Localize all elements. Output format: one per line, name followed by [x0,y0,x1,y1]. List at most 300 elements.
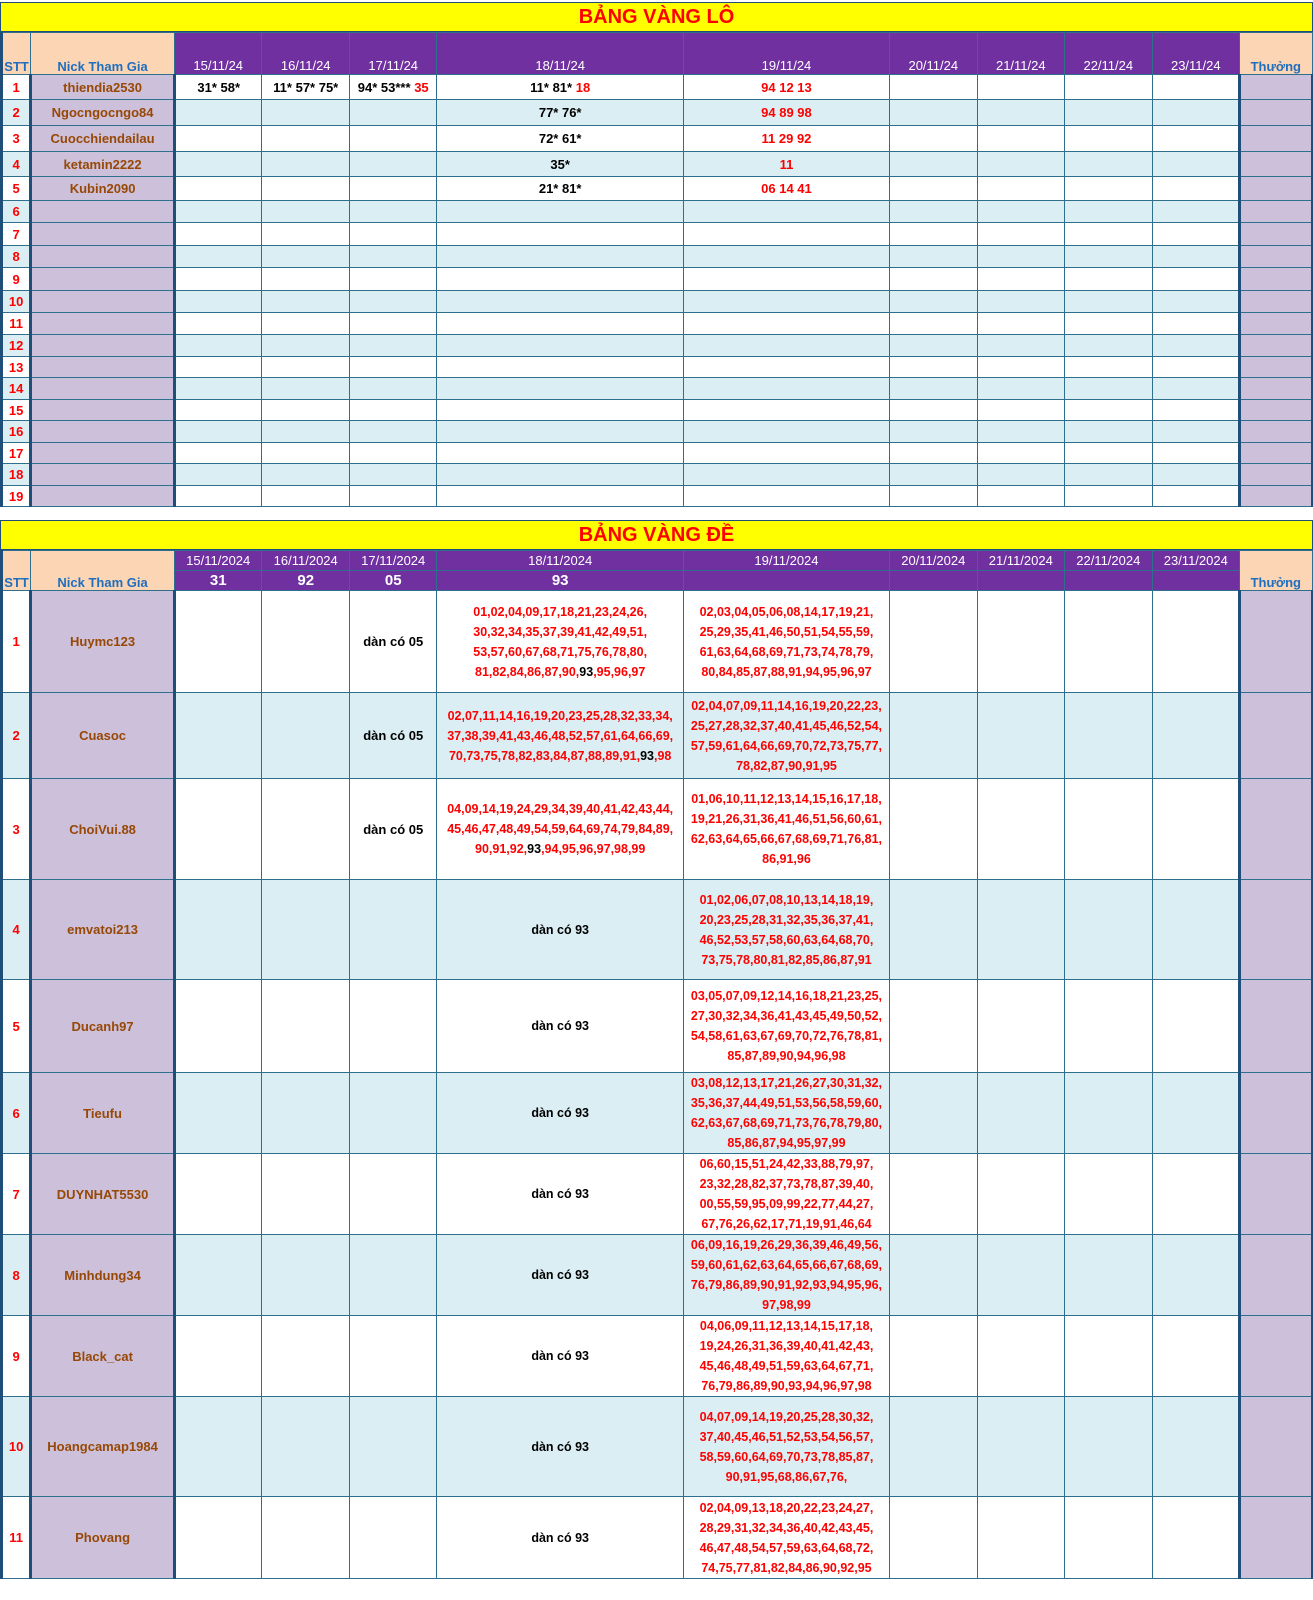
pick-cell [890,75,978,100]
number-list-highlight: dàn có 93 [531,1349,589,1363]
pick-cell [977,177,1065,201]
row-number: 6 [2,201,31,223]
pick-cell [683,177,889,201]
pick-cell [1152,591,1240,693]
nickname: thiendia2530 [31,75,175,100]
table-row [2,313,1313,335]
pick-cell [437,980,683,1073]
pick-cell [437,335,683,357]
pick-cell [349,201,437,223]
row-number: 2 [2,693,31,779]
nickname [31,357,175,378]
nickname: ketamin2222 [31,152,175,177]
pick-cell [1065,693,1153,779]
pick-cell [683,486,889,507]
pick-cell [977,486,1065,507]
pick-cell [1065,378,1153,400]
pick-cell [174,100,262,126]
pick-cell [1065,152,1153,177]
stt-header: STT [2,551,31,591]
nickname [31,378,175,400]
pick-cell [683,75,889,100]
pick-cell [977,443,1065,464]
pick-cell [890,100,978,126]
pick-cell [683,400,889,421]
pick-cell [349,177,437,201]
pick-cell [890,464,978,486]
row-number: 12 [2,335,31,357]
pick-cell [1152,443,1240,464]
pick-cell [1152,1316,1240,1397]
pick-cell [174,313,262,335]
pick-cell [437,880,683,980]
nickname [31,486,175,507]
pick-cell [977,223,1065,246]
prize-header: Thưởng [1240,33,1312,75]
pick-cell [349,880,437,980]
table-row [2,1497,1313,1579]
row-number: 10 [2,291,31,313]
result-cell: 92 [262,571,350,591]
pick-cell [977,880,1065,980]
prize-header: Thưởng [1240,551,1312,591]
pick-text: 31* 58* [197,79,241,95]
pick-cell [1065,126,1153,152]
table-row [2,443,1313,464]
date-header: 23/11/2024 [1152,551,1240,571]
prize-cell [1240,1497,1312,1579]
pick-cell [174,291,262,313]
row-number: 17 [2,443,31,464]
pick-cell [437,591,683,693]
pick-cell [262,378,350,400]
row-number: 1 [2,591,31,693]
nickname [31,223,175,246]
table-row [2,1316,1313,1397]
pick-cell [1152,1073,1240,1154]
table-row [2,177,1313,201]
pick-cell [262,201,350,223]
pick-cell [890,400,978,421]
pick-cell [977,75,1065,100]
nickname: Black_cat [31,1316,175,1397]
pick-cell [683,268,889,291]
pick-cell [174,201,262,223]
date-header: 21/11/2024 [977,551,1065,571]
pick-cell [174,400,262,421]
pick-cell [890,357,978,378]
pick-text-red: 06 14 41 [761,181,812,196]
pick-cell [890,126,978,152]
pick-cell [174,1073,262,1154]
pick-cell [1065,1235,1153,1316]
pick-cell [1065,421,1153,443]
pick-cell [262,357,350,378]
prize-cell [1240,100,1312,126]
pick-cell [683,100,889,126]
pick-cell [437,201,683,223]
number-list: 02,04,09,13,18,20,22,23,24,27, 28,29,31,32,34,36,40,42,43,45, 46,47,48,54,57,59,63,64,68,72, 74,75,77,81,82,84,86,90,92,95 [683,1497,889,1579]
number-list: ,98 [654,748,672,763]
date-header: 19/11/2024 [683,551,889,571]
pick-cell [1065,880,1153,980]
pick-cell [174,591,262,693]
table-row [2,100,1313,126]
pick-cell [262,1497,350,1579]
date-header: 15/11/2024 [174,551,262,571]
pick-text-red: 18 [575,79,591,95]
date-header: 20/11/24 [890,33,978,75]
pick-cell [977,246,1065,268]
number-list: 03,08,12,13,17,21,26,27,30,31,32, 35,36,37,44,49,51,53,56,58,59,60, 62,63,67,68,69,71,73,76,78,79,80, 85,86,87,94,95,97,99 [683,1073,889,1154]
pick-cell [1065,1073,1153,1154]
prize-cell [1240,693,1312,779]
number-list: ,95,96,97 [593,664,646,679]
pick-cell [174,980,262,1073]
de-table [0,550,1313,1579]
table-row [2,268,1313,291]
pick-cell [1152,223,1240,246]
pick-cell [437,268,683,291]
pick-cell [683,357,889,378]
de-title: BẢNG VÀNG ĐỀ [0,520,1313,550]
pick-cell [262,1073,350,1154]
prize-cell [1240,223,1312,246]
prize-cell [1240,464,1312,486]
pick-cell [977,268,1065,291]
pick-cell [437,779,683,880]
pick-cell [977,464,1065,486]
row-number: 8 [2,1235,31,1316]
pick-cell [262,421,350,443]
pick-cell [1065,268,1153,291]
nickname [31,246,175,268]
table-row [2,378,1313,400]
nick-header: Nick Tham Gia [31,33,175,75]
pick-cell [1065,313,1153,335]
pick-cell [262,880,350,980]
pick-cell [174,421,262,443]
pick-cell [437,378,683,400]
pick-cell [1152,201,1240,223]
number-list-highlight: 93 [579,664,594,679]
pick-cell [1152,75,1240,100]
pick-cell [262,591,350,693]
pick-cell [262,268,350,291]
pick-cell [1065,591,1153,693]
pick-cell [174,152,262,177]
number-list: 01,02,04,09,17,18,21,23,24,26, 30,32,34,35,37,39,41,42,49,51, 53,57,60,67,68,71,75,76,78,80, 81,82,84,86,87,90, [473,604,648,679]
pick-cell [1152,464,1240,486]
pick-cell [683,464,889,486]
row-number: 5 [2,980,31,1073]
pick-cell [890,980,978,1073]
pick-cell [890,335,978,357]
pick-cell [1065,1154,1153,1235]
table-row [2,980,1313,1073]
table-row [2,486,1313,507]
nickname: Tieufu [31,1073,175,1154]
result-cell [890,571,978,591]
pick-cell [174,880,262,980]
table-row [2,421,1313,443]
pick-cell [890,378,978,400]
pick-cell [437,400,683,421]
pick-cell [437,246,683,268]
prize-cell [1240,313,1312,335]
nickname: DUYNHAT5530 [31,1154,175,1235]
pick-cell [977,201,1065,223]
pick-cell [262,464,350,486]
table-row [2,75,1313,100]
pick-cell [349,400,437,421]
date-header: 18/11/24 [437,33,683,75]
row-number: 3 [2,779,31,880]
nickname [31,421,175,443]
pick-cell [890,291,978,313]
pick-cell [262,693,350,779]
pick-text: 11* 81* [530,79,573,95]
pick-cell [437,291,683,313]
pick-cell [262,177,350,201]
pick-cell [1065,201,1153,223]
nickname [31,201,175,223]
number-list: 06,60,15,51,24,42,33,88,79,97, 23,32,28,82,37,73,78,87,39,40, 00,55,59,95,09,99,22,77,44,27, 67,76,26,62,17,71,19,91,46,64 [683,1154,889,1235]
prize-cell [1240,152,1312,177]
pick-cell [977,1235,1065,1316]
date-header: 15/11/24 [174,33,262,75]
nickname [31,335,175,357]
pick-cell [683,201,889,223]
pick-cell [174,486,262,507]
prize-cell [1240,421,1312,443]
pick-cell [262,1397,350,1497]
table-row [2,201,1313,223]
pick-cell [977,335,1065,357]
prize-cell [1240,591,1312,693]
pick-text-red: 35 [414,79,429,95]
nickname [31,313,175,335]
pick-cell [262,1235,350,1316]
nickname: Kubin2090 [31,177,175,201]
row-number: 14 [2,378,31,400]
pick-cell [1065,980,1153,1073]
table-row [2,126,1313,152]
pick-cell [174,693,262,779]
table-row [2,223,1313,246]
pick-text-red: 94 89 98 [761,105,812,120]
pick-cell [890,591,978,693]
pick-cell [1152,335,1240,357]
prize-cell [1240,1316,1312,1397]
pick-text-red: 11 [779,156,794,172]
date-header: 16/11/24 [262,33,350,75]
pick-cell [437,693,683,779]
pick-cell [349,378,437,400]
pick-cell [174,1316,262,1397]
pick-cell [437,152,683,177]
pick-cell [890,152,978,177]
pick-text: 11* 57* 75* [273,79,339,95]
result-cell: 05 [349,571,437,591]
row-number: 2 [2,100,31,126]
table-row [2,400,1313,421]
prize-cell [1240,246,1312,268]
pick-cell [349,126,437,152]
pick-cell [1065,1397,1153,1497]
prize-cell [1240,486,1312,507]
pick-cell [437,1397,683,1497]
pick-text-red: 11 29 92 [761,131,812,146]
pick-cell [349,357,437,378]
pick-cell [977,291,1065,313]
pick-cell [977,400,1065,421]
pick-cell [437,313,683,335]
pick-cell [890,880,978,980]
nickname: Huymc123 [31,591,175,693]
date-header: 18/11/2024 [437,551,683,571]
nickname [31,400,175,421]
prize-cell [1240,400,1312,421]
pick-cell [349,291,437,313]
pick-cell [890,779,978,880]
number-list: 06,09,16,19,26,29,36,39,46,49,56, 59,60,61,62,63,64,65,66,67,68,69, 76,79,86,89,90,91,92,93,94,95,96, 97,98,99 [683,1235,889,1316]
pick-cell [977,693,1065,779]
pick-cell [437,1235,683,1316]
number-list: 03,05,07,09,12,14,16,18,21,23,25, 27,30,32,34,36,41,43,45,49,50,52, 54,58,61,63,67,69,70,72,76,78,81, 85,87,89,90,94,96,98 [683,980,889,1073]
pick-cell [437,421,683,443]
pick-cell [262,223,350,246]
pick-cell [1152,1235,1240,1316]
row-number: 18 [2,464,31,486]
date-header: 22/11/24 [1065,33,1153,75]
pick-cell [349,100,437,126]
pick-cell [349,1316,437,1397]
pick-cell [1152,779,1240,880]
result-cell: 93 [437,571,683,591]
row-number: 9 [2,1316,31,1397]
prize-cell [1240,291,1312,313]
pick-cell [174,177,262,201]
pick-cell: dàn có 05 [349,779,437,880]
prize-cell [1240,880,1312,980]
row-number: 4 [2,880,31,980]
pick-cell [262,980,350,1073]
pick-cell [1065,246,1153,268]
pick-cell [349,223,437,246]
pick-cell [890,486,978,507]
pick-cell [174,1497,262,1579]
pick-cell [1152,693,1240,779]
pick-cell [1065,291,1153,313]
number-list: 02,04,07,09,11,14,16,19,20,22,23, 25,27,28,32,37,40,41,45,46,52,54, 57,59,61,64,66,69,70,72,73,75,77, 78,82,87,90,91,95 [683,693,889,779]
row-number: 6 [2,1073,31,1154]
nickname: Cuocchiendailau [31,126,175,152]
pick-cell [349,1397,437,1497]
pick-cell [1065,779,1153,880]
pick-cell [977,126,1065,152]
pick-cell [437,126,683,152]
pick-cell [349,1497,437,1579]
nickname: Ngocngocngo84 [31,100,175,126]
row-number: 13 [2,357,31,378]
table-row [2,1235,1313,1316]
pick-cell [1065,464,1153,486]
pick-cell [1152,880,1240,980]
number-list-highlight: 93 [527,842,542,856]
pick-text: 21* 81* [538,181,582,196]
table-row [2,291,1313,313]
pick-cell [262,443,350,464]
pick-cell [683,335,889,357]
table-row [2,152,1313,177]
pick-cell [437,464,683,486]
pick-cell [890,1497,978,1579]
table-row [2,464,1313,486]
nickname: emvatoi213 [31,880,175,980]
pick-cell [890,177,978,201]
pick-cell [890,223,978,246]
pick-cell [683,223,889,246]
prize-cell [1240,268,1312,291]
pick-text: 77* 76* [538,105,582,120]
row-number: 11 [2,313,31,335]
pick-cell [437,357,683,378]
pick-cell [349,313,437,335]
number-list: 01,02,06,07,08,10,13,14,18,19, 20,23,25,28,31,32,35,36,37,41, 46,52,53,57,58,60,63,64,68,70, 73,75,78,80,81,82,85,86,87,91 [683,880,889,980]
row-number: 4 [2,152,31,177]
prize-cell [1240,1154,1312,1235]
number-list-highlight: dàn có 93 [531,1187,589,1201]
pick-cell [437,75,683,100]
pick-cell [262,486,350,507]
pick-cell [1152,357,1240,378]
row-number: 8 [2,246,31,268]
pick-cell [890,201,978,223]
lo-title: BẢNG VÀNG LÔ [0,2,1313,32]
prize-cell [1240,75,1312,100]
result-cell [1152,571,1240,591]
pick-cell [1065,443,1153,464]
pick-cell [174,779,262,880]
row-number: 16 [2,421,31,443]
pick-cell [1152,980,1240,1073]
pick-cell [1152,421,1240,443]
prize-cell [1240,1073,1312,1154]
table-row [2,779,1313,880]
pick-cell [1065,75,1153,100]
prize-cell [1240,1397,1312,1497]
pick-cell [1152,152,1240,177]
row-number: 10 [2,1397,31,1497]
pick-cell [1152,246,1240,268]
pick-cell [1152,378,1240,400]
date-header: 19/11/24 [683,33,889,75]
pick-cell [437,443,683,464]
pick-cell [174,223,262,246]
pick-cell [174,1235,262,1316]
pick-cell [890,268,978,291]
date-header: 21/11/24 [977,33,1065,75]
number-list-highlight: dàn có 93 [531,1106,589,1120]
nick-header: Nick Tham Gia [31,551,175,591]
pick-cell [1152,291,1240,313]
date-header: 17/11/2024 [349,551,437,571]
pick-cell [1152,313,1240,335]
pick-cell [890,1235,978,1316]
pick-cell [977,100,1065,126]
number-list-highlight: dàn có 93 [531,1530,589,1545]
